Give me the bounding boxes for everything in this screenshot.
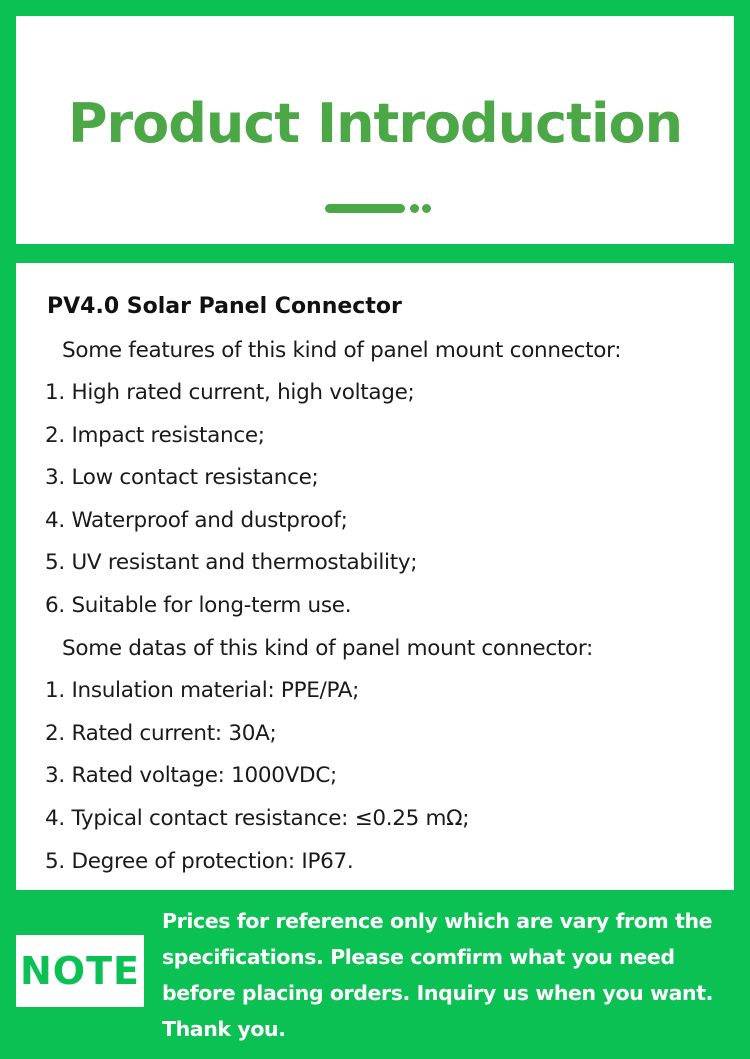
product-title: PV4.0 Solar Panel Connector [47, 294, 402, 319]
datas-intro: Some datas of this kind of panel mount connector: [62, 636, 593, 661]
feature-item: 1. High rated current, high voltage; [45, 380, 415, 405]
note-line: before placing orders. Inquiry us when you want. [162, 981, 714, 1005]
header-card [16, 16, 734, 244]
title-divider [325, 204, 445, 213]
data-item: 4. Typical contact resistance: ≤0.25 mΩ; [45, 806, 470, 831]
note-line: specifications. Please comfirm what you need [162, 945, 675, 969]
data-item: 3. Rated voltage: 1000VDC; [45, 763, 337, 788]
data-item: 2. Rated current: 30A; [45, 721, 277, 746]
divider-dot [422, 204, 431, 213]
page-title: Product Introduction [67, 92, 683, 155]
divider-bar [325, 204, 405, 213]
feature-item: 6. Suitable for long-term use. [45, 593, 352, 618]
note-text [162, 903, 742, 1047]
note-label: NOTE [20, 949, 140, 993]
feature-item: 4. Waterproof and dustproof; [45, 508, 348, 533]
feature-item: 5. UV resistant and thermostability; [45, 550, 418, 575]
feature-item: 2. Impact resistance; [45, 423, 265, 448]
data-item: 5. Degree of protection: IP67. [45, 849, 354, 874]
note-badge [16, 935, 144, 1007]
divider-dot [410, 204, 419, 213]
data-item: 1. Insulation material: PPE/PA; [45, 678, 360, 703]
feature-item: 3. Low contact resistance; [45, 465, 319, 490]
note-line: Thank you. [162, 1017, 286, 1041]
features-intro: Some features of this kind of panel mount connector: [62, 338, 622, 363]
note-line: Prices for reference only which are vary from the [162, 909, 713, 933]
content-card [16, 263, 734, 890]
